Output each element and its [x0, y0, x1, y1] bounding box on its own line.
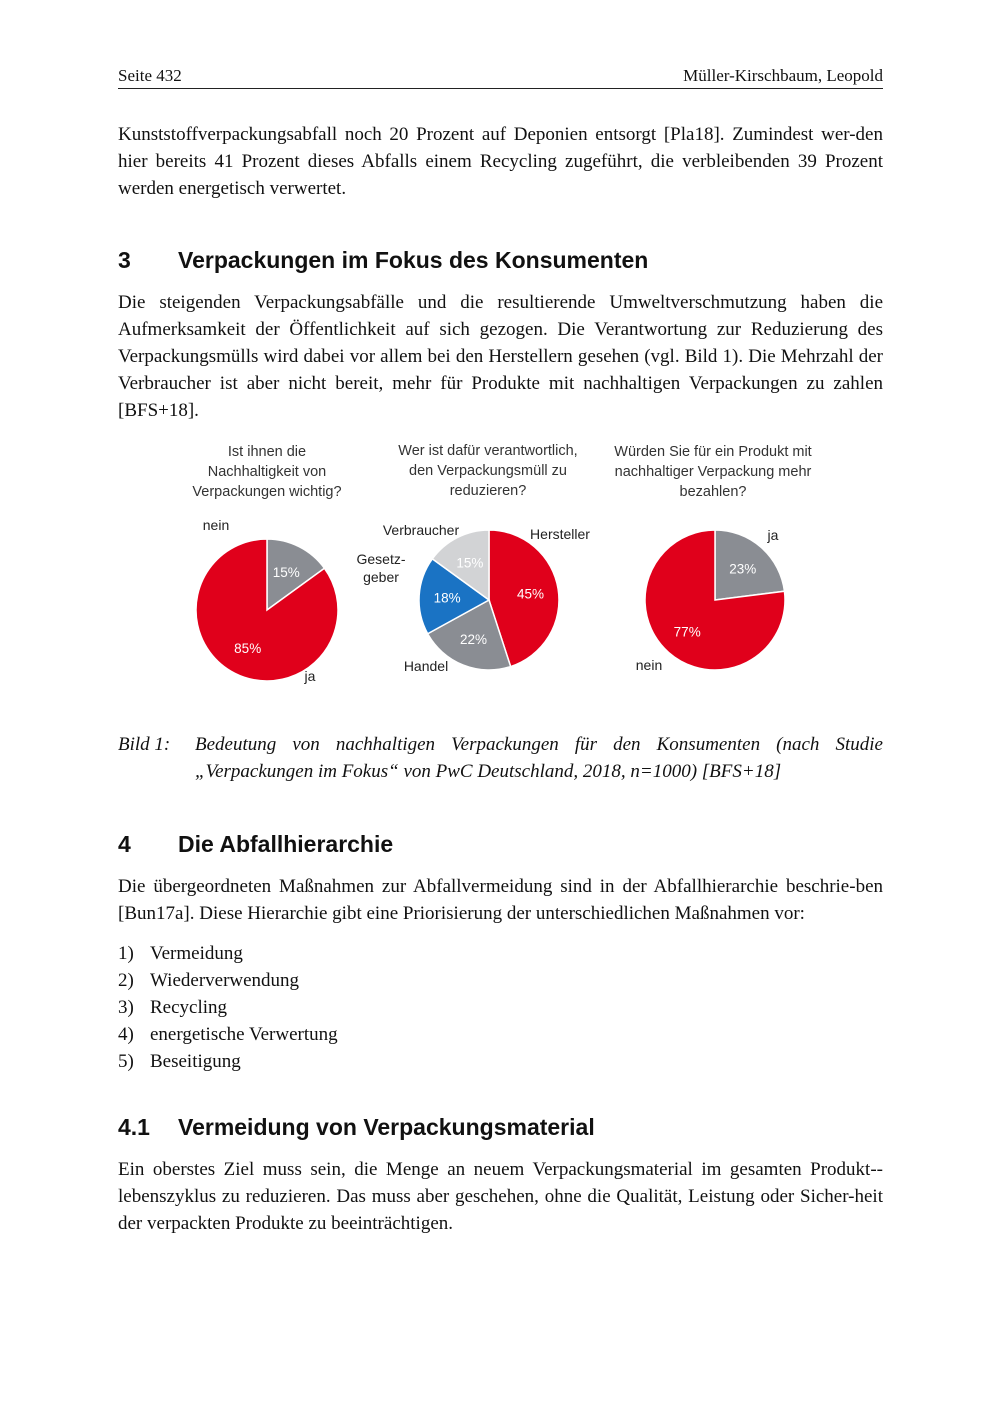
pie-chart-1	[192, 444, 341, 684]
list-item: 2) Wiederverwendung	[118, 970, 300, 991]
slice-value-label: 85%	[234, 641, 262, 656]
chart-title-line: Würden Sie für ein Produkt mit	[614, 444, 812, 460]
pie-charts-figure	[170, 438, 830, 698]
slice-category-label: nein	[635, 657, 663, 673]
list-item: 4) energetische Verwertung	[118, 1024, 338, 1045]
list-item: 5) Beseitigung	[118, 1051, 241, 1072]
slice-value-label: 45%	[516, 586, 545, 602]
intro-paragraph: Kunststoffverpackungsabfall noch 20 Prozent auf Deponien entsorgt [Pla18]. Zumindest wer-den hier bereits 41 Prozent dieses Abfalls einem Recycling zugeführt, die verbleibenden 39 Prozent werden energetisch verwertet.	[118, 124, 883, 199]
section-4-paragraph: Die übergeordneten Maßnahmen zur Abfallvermeidung sind in der Abfallhierarchie beschrie-ben [Bun17a]. Diese Hierarchie gibt eine Priorisierung der unterschiedlichen Maßnahmen vor:	[118, 876, 883, 924]
list-item: 1) Vermeidung	[118, 943, 243, 964]
hierarchy-list	[118, 940, 338, 1075]
section-title: Vermeidung von Verpackungsmaterial	[178, 1114, 595, 1140]
section-number: 3	[118, 247, 131, 273]
slice-value-label: 22%	[459, 632, 488, 648]
section-3-heading	[118, 247, 648, 274]
figure-caption	[118, 731, 883, 785]
slice-value-label: 15%	[456, 555, 484, 571]
slice-category-label: Hersteller	[530, 526, 590, 542]
pie-chart-3	[614, 444, 811, 673]
section-4-1-heading	[118, 1114, 595, 1141]
chart-title-line: den Verpackungsmüll zu	[409, 463, 567, 479]
slice-category-label: Gesetz-	[356, 551, 406, 567]
chart-title-line: Verpackungen wichtig?	[192, 484, 342, 500]
section-4-1-paragraph: Ein oberstes Ziel muss sein, die Menge an neuem Verpackungsmaterial im gesamten Produkt-lebenszyklus zu reduzieren. Das muss aber geschehen, ohne die Qualität, Leistung oder Sicher-heit der verpackten Produkte zu beeinträchtigen.	[118, 1159, 883, 1234]
caption-label: Bild 1:	[118, 734, 171, 755]
page-header	[118, 66, 883, 89]
chart-title-line: Ist ihnen die	[227, 444, 307, 460]
slice-category-label: geber	[363, 569, 399, 585]
section-4-heading	[118, 831, 393, 858]
section-3-paragraph: Die steigenden Verpackungsabfälle und die resultierende Umweltverschmutzung haben die Aufmerksamkeit der Öffentlichkeit auf sich gezogen. Die Verantwortung zur Reduzierung des Verpackungsmülls wird dabei vor allem bei den Herstellern gesehen (vgl. Bild 1). Die Mehrzahl der Verbraucher ist aber nicht bereit, mehr für Produkte mit nachhaltigen Verpackungen zu zahlen [BFS+18].	[118, 292, 883, 421]
slice-category-label: ja	[767, 527, 779, 543]
running-author: Müller-Kirschbaum, Leopold	[683, 66, 883, 85]
slice-category-label: Handel	[403, 658, 449, 674]
chart-title-line: reduzieren?	[449, 483, 527, 499]
page-number: Seite 432	[118, 66, 182, 85]
chart-title-line: nachhaltiger Verpackung mehr	[614, 464, 812, 480]
section-title: Verpackungen im Fokus des Konsumenten	[178, 247, 649, 273]
slice-category-label: Verbraucher	[382, 522, 460, 538]
chart-title-line: Wer ist dafür verantwortlich,	[398, 443, 578, 459]
list-item: 3) Recycling	[118, 997, 228, 1018]
slice-value-label: 23%	[729, 561, 757, 577]
pie-chart-2	[356, 443, 590, 674]
slice-category-label: ja	[304, 668, 316, 684]
chart-title-line: Nachhaltigkeit von	[207, 464, 327, 480]
slice-category-label: nein	[202, 517, 230, 533]
slice-value-label: 77%	[673, 624, 701, 640]
slice-value-label: 15%	[272, 565, 300, 580]
section-number: 4	[118, 831, 131, 857]
caption-text: Bedeutung von nachhaltigen Verpackungen für den Konsumenten (nach Studie „Verpackungen im Fokus“ von PwC Deutschland, 2018, n=1000) [BFS+18]	[195, 734, 883, 782]
section-number: 4.1	[118, 1114, 150, 1140]
section-title: Die Abfallhierarchie	[178, 831, 394, 857]
chart-title-line: bezahlen?	[679, 484, 747, 500]
slice-value-label: 18%	[433, 590, 461, 606]
